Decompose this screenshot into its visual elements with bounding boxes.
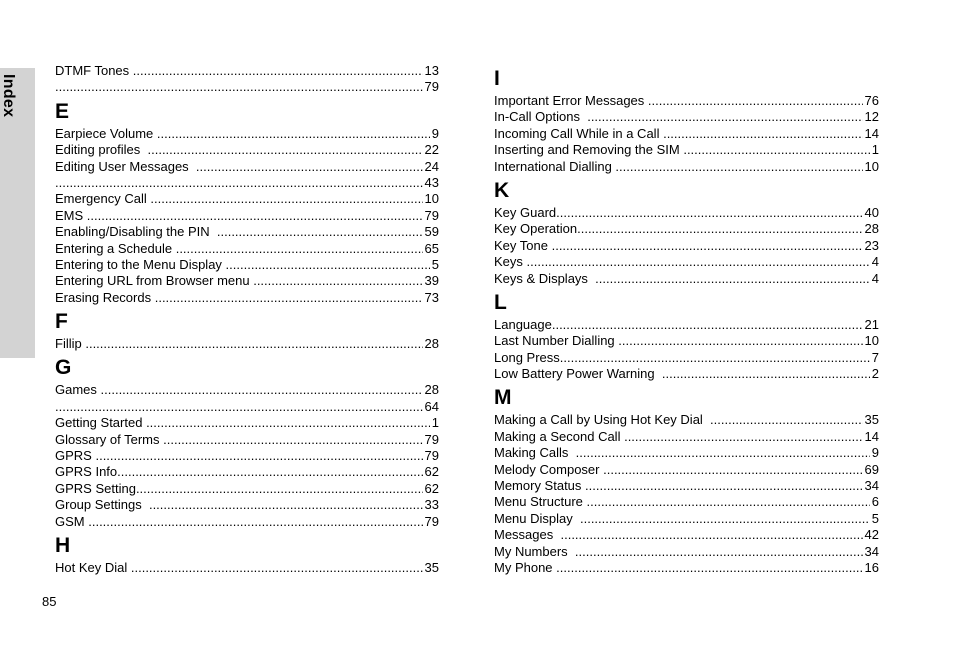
index-tab-label: Index xyxy=(0,74,17,118)
index-entry xyxy=(494,93,879,109)
index-entry xyxy=(494,271,879,287)
page-number: 85 xyxy=(42,594,57,609)
index-entry xyxy=(494,317,879,333)
index-entry-title: GPRS Info xyxy=(55,464,118,480)
index-entry-title: Enabling/Disabling the PIN xyxy=(55,224,217,240)
dot-leader xyxy=(117,464,422,480)
index-entry-title: Games xyxy=(55,382,101,398)
index-entry-title: Inserting and Removing the SIM xyxy=(494,142,684,158)
index-entry-title: Low Battery Power Warning xyxy=(494,366,662,382)
index-entry-title: Key Tone xyxy=(494,237,552,253)
index-entry-title: Long Press xyxy=(494,349,560,365)
dot-leader xyxy=(552,238,863,254)
index-entry xyxy=(494,159,879,175)
index-entry-title: Editing profiles xyxy=(55,142,148,158)
index-entry xyxy=(55,432,439,448)
dot-leader xyxy=(575,544,863,560)
index-entry xyxy=(55,224,439,240)
index-entry-title: International Dialling xyxy=(494,158,616,174)
dot-leader xyxy=(149,497,423,513)
index-entry-page: 28 xyxy=(424,382,439,398)
index-entry xyxy=(55,481,439,497)
dot-leader xyxy=(663,126,862,142)
dot-leader xyxy=(136,481,423,497)
dot-leader xyxy=(155,290,423,306)
index-letter-heading: K xyxy=(494,178,510,202)
index-letter-heading: G xyxy=(55,356,72,380)
dot-leader xyxy=(683,142,869,158)
index-entry-page: 7 xyxy=(871,349,879,365)
index-entry xyxy=(55,290,439,306)
index-entry-page: 13 xyxy=(424,63,439,78)
index-entry xyxy=(494,462,879,478)
index-entry-page: 62 xyxy=(424,480,439,496)
dot-leader xyxy=(131,560,423,576)
index-entry-page: 4 xyxy=(871,254,879,270)
index-entry-title: In-Call Options xyxy=(494,109,588,125)
index-entry-title: Hot Key Dial xyxy=(55,559,131,575)
dot-leader xyxy=(150,191,422,207)
index-entry-title: Making a Second Call xyxy=(494,428,625,444)
index-entry-page: 35 xyxy=(864,412,879,428)
index-entry-page: 34 xyxy=(864,478,879,494)
dot-leader xyxy=(648,93,863,109)
index-entry-page: 1 xyxy=(871,142,879,158)
dot-leader xyxy=(55,399,423,415)
index-entry xyxy=(494,511,879,527)
index-entry-page: 43 xyxy=(424,174,439,190)
dot-leader xyxy=(253,273,422,289)
index-entry-title: Menu Display xyxy=(494,510,580,526)
dot-leader xyxy=(88,514,422,530)
index-entry-page: 79 xyxy=(424,513,439,529)
index-entry-page: 10 xyxy=(864,333,879,349)
index-entry-title: Group Settings xyxy=(55,497,149,513)
index-entry xyxy=(55,464,439,480)
index-entry xyxy=(494,412,879,428)
dot-leader xyxy=(662,366,870,382)
index-entry-page: 64 xyxy=(424,398,439,414)
index-entry-title: EMS xyxy=(55,207,87,223)
index-entry xyxy=(55,208,439,224)
index-entry xyxy=(494,238,879,254)
dot-leader xyxy=(101,382,423,398)
dot-leader xyxy=(148,142,423,158)
index-entry xyxy=(55,191,439,207)
index-entry-title: My Phone xyxy=(494,559,557,575)
index-entry xyxy=(494,527,879,543)
index-entry xyxy=(55,382,439,398)
index-entry-page: 14 xyxy=(864,428,879,444)
index-entry-title: Glossary of Terms xyxy=(55,431,164,447)
index-entry-page: 9 xyxy=(871,445,879,461)
index-entry-page: 16 xyxy=(864,559,879,575)
index-entry-page: 79 xyxy=(424,448,439,464)
dot-leader xyxy=(595,271,870,287)
index-entry xyxy=(494,445,879,461)
index-letter-heading: H xyxy=(55,533,71,557)
index-entry xyxy=(55,514,439,530)
dot-leader xyxy=(615,159,862,175)
dot-leader xyxy=(587,494,870,510)
index-entry xyxy=(494,560,879,576)
dot-leader xyxy=(560,350,870,366)
index-entry-title: Language xyxy=(494,316,552,332)
index-entry-page: 5 xyxy=(431,256,439,272)
dot-leader xyxy=(624,429,862,445)
dot-leader xyxy=(85,336,422,352)
index-entry-page: 10 xyxy=(864,158,879,174)
index-entry-title: Key Guard xyxy=(494,204,557,220)
index-letter-heading: M xyxy=(494,386,512,410)
index-entry-page: 9 xyxy=(431,125,439,141)
dot-leader xyxy=(556,560,862,576)
index-entry xyxy=(55,415,439,431)
index-entry xyxy=(55,497,439,513)
index-entry-page: 28 xyxy=(424,336,439,352)
index-entry-page: 4 xyxy=(871,270,879,286)
index-entry xyxy=(494,544,879,560)
dot-leader xyxy=(157,126,430,142)
index-entry-page: 23 xyxy=(864,237,879,253)
index-entry-page: 28 xyxy=(864,221,879,237)
dot-leader xyxy=(556,205,862,221)
index-entry-page: 59 xyxy=(424,224,439,240)
index-entry-title: Editing User Messages xyxy=(55,158,196,174)
index-entry-title: Entering a Schedule xyxy=(55,240,176,256)
dot-leader xyxy=(527,254,870,270)
index-entry-title: Menu Structure xyxy=(494,494,587,510)
index-entry-title: Messages xyxy=(494,527,561,543)
index-entry xyxy=(55,241,439,257)
index-entry-title: Making a Call by Using Hot Key Dial xyxy=(494,412,711,428)
index-entry-page: 33 xyxy=(424,497,439,513)
index-letter-heading: I xyxy=(494,67,500,90)
dot-leader xyxy=(176,241,423,257)
dot-leader xyxy=(133,63,423,79)
dot-leader xyxy=(618,333,862,349)
index-entry-page: 69 xyxy=(864,461,879,477)
index-entry xyxy=(55,336,439,352)
index-entry-page: 6 xyxy=(871,494,879,510)
index-entry xyxy=(494,333,879,349)
index-letter-heading: E xyxy=(55,99,70,123)
index-entry-page: 5 xyxy=(871,510,879,526)
index-entry-title: Emergency Call xyxy=(55,191,151,207)
dot-leader xyxy=(560,527,862,543)
index-entry xyxy=(494,494,879,510)
dot-leader xyxy=(585,478,863,494)
index-entry xyxy=(494,109,879,125)
index-entry-page: 35 xyxy=(424,559,439,575)
dot-leader xyxy=(196,159,423,175)
index-entry-title: GPRS xyxy=(55,448,96,464)
index-entry-title: Melody Composer xyxy=(494,461,604,477)
index-entry xyxy=(494,254,879,270)
dot-leader xyxy=(552,317,863,333)
index-entry-title: Memory Status xyxy=(494,478,586,494)
index-entry xyxy=(494,350,879,366)
dot-leader xyxy=(576,445,870,461)
index-entry-title: Entering URL from Browser menu xyxy=(55,273,254,289)
index-entry xyxy=(55,175,439,191)
index-entry-page: 24 xyxy=(424,158,439,174)
index-entry-title: GSM xyxy=(55,513,89,529)
index-entry xyxy=(494,366,879,382)
index-entry-title: Keys & Displays xyxy=(494,270,596,286)
index-entry xyxy=(55,448,439,464)
dot-leader xyxy=(587,109,862,125)
index-entry-title: My Numbers xyxy=(494,543,575,559)
index-letter-heading: F xyxy=(55,310,68,334)
index-entry-title: Fillip xyxy=(55,336,86,352)
index-entry-title: Earpiece Volume xyxy=(55,125,157,141)
index-entry-title: Erasing Records xyxy=(55,289,155,305)
index-entry-title: Important Error Messages xyxy=(494,93,648,108)
index-entry-page: 79 xyxy=(424,207,439,223)
index-entry-page: 2 xyxy=(871,366,879,382)
index-entry xyxy=(55,63,439,79)
index-entry-page: 40 xyxy=(864,204,879,220)
index-entry-title: Key Operation xyxy=(494,221,578,237)
index-entry xyxy=(55,273,439,289)
dot-leader xyxy=(87,208,423,224)
index-entry-title: Last Number Dialling xyxy=(494,333,619,349)
index-entry xyxy=(494,221,879,237)
index-entry-page: 21 xyxy=(864,316,879,332)
dot-leader xyxy=(163,432,422,448)
dot-leader xyxy=(146,415,430,431)
dot-leader xyxy=(217,224,423,240)
index-entry-title: Making Calls xyxy=(494,445,576,461)
index-entry xyxy=(494,142,879,158)
index-entry-page: 79 xyxy=(424,79,439,95)
index-entry-page: 79 xyxy=(424,431,439,447)
index-entry-page: 10 xyxy=(424,191,439,207)
dot-leader xyxy=(580,511,870,527)
dot-leader xyxy=(577,221,862,237)
dot-leader xyxy=(226,257,430,273)
index-entry-page: 62 xyxy=(424,464,439,480)
index-entry xyxy=(55,560,439,576)
index-entry xyxy=(494,205,879,221)
index-entry-page: 39 xyxy=(424,273,439,289)
dot-leader xyxy=(603,462,862,478)
index-entry-page: 34 xyxy=(864,543,879,559)
index-entry-title: GPRS Setting xyxy=(55,480,136,496)
dot-leader xyxy=(95,448,422,464)
index-letter-heading: L xyxy=(494,290,507,314)
index-entry-page: 22 xyxy=(424,142,439,158)
index-entry-page: 65 xyxy=(424,240,439,256)
index-entry-title: Incoming Call While in a Call xyxy=(494,125,664,141)
index-entry xyxy=(494,429,879,445)
index-column-right xyxy=(494,63,879,576)
index-column-left xyxy=(55,63,439,576)
dot-leader xyxy=(55,79,423,95)
index-entry-page: 14 xyxy=(864,125,879,141)
index-entry xyxy=(55,126,439,142)
index-entry xyxy=(55,159,439,175)
index-entry xyxy=(55,142,439,158)
index-entry xyxy=(55,79,439,95)
index-entry-title: Entering to the Menu Display xyxy=(55,256,226,272)
index-entry xyxy=(55,399,439,415)
index-entry-page: 42 xyxy=(864,527,879,543)
index-entry-title: Getting Started xyxy=(55,415,147,431)
index-entry-page: 12 xyxy=(864,109,879,125)
dot-leader xyxy=(710,412,863,428)
index-entry xyxy=(55,257,439,273)
index-entry-page: 1 xyxy=(431,415,439,431)
index-entry xyxy=(494,126,879,142)
index-entry xyxy=(494,478,879,494)
index-entry-page: 73 xyxy=(424,289,439,305)
index-entry-title: DTMF Tones xyxy=(55,63,133,78)
index-entry-title: Keys xyxy=(494,254,527,270)
dot-leader xyxy=(55,175,423,191)
index-entry-page: 76 xyxy=(864,93,879,108)
